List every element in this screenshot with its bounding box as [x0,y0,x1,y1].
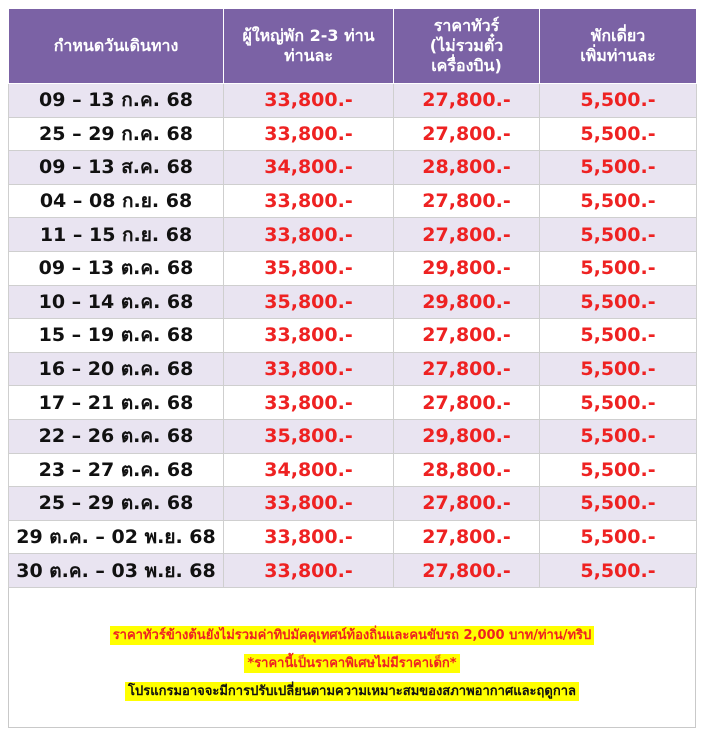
land-price-cell: 27,800.- [394,386,540,420]
table-row [9,319,697,353]
single-supplement-cell: 5,500.- [540,419,697,453]
travel-date-cell: 25 – 29 ก.ค. 68 [9,117,224,151]
travel-date-cell: 10 – 14 ต.ค. 68 [9,285,224,319]
table-row [9,151,697,185]
land-price-cell: 27,800.- [394,84,540,118]
adult-price-cell: 33,800.- [224,84,394,118]
single-supplement-cell: 5,500.- [540,184,697,218]
tour-price-table [8,8,697,588]
travel-date-cell: 09 – 13 ก.ค. 68 [9,84,224,118]
travel-date-cell: 04 – 08 ก.ย. 68 [9,184,224,218]
adult-price-cell: 33,800.- [224,117,394,151]
adult-price-cell: 35,800.- [224,251,394,285]
adult-price-cell: 33,800.- [224,184,394,218]
table-row [9,352,697,386]
tip-notice: ราคาทัวร์ข้างต้นยังไม่รวมค่าทิปมัคคุเทศน์ท้องถิ่นและคนขับรถ 2,000 บาท/ท่าน/ทริป [110,626,595,645]
single-supplement-cell: 5,500.- [540,151,697,185]
single-supplement-cell: 5,500.- [540,285,697,319]
price-table-body [9,84,697,588]
header-single-supplement: พักเดี่ยว เพิ่มท่านละ [540,9,697,84]
land-price-cell: 27,800.- [394,487,540,521]
adult-price-cell: 33,800.- [224,218,394,252]
single-supplement-cell: 5,500.- [540,117,697,151]
single-supplement-cell: 5,500.- [540,319,697,353]
land-price-cell: 27,800.- [394,520,540,554]
land-price-cell: 27,800.- [394,319,540,353]
adult-price-cell: 33,800.- [224,386,394,420]
travel-date-cell: 17 – 21 ต.ค. 68 [9,386,224,420]
table-row [9,386,697,420]
table-row [9,84,697,118]
land-price-cell: 27,800.- [394,117,540,151]
header-land-price: ราคาทัวร์ (ไม่รวมตั๋ว เครื่องบิน) [394,9,540,84]
travel-date-cell: 30 ต.ค. – 03 พ.ย. 68 [9,554,224,588]
travel-date-cell: 22 – 26 ต.ค. 68 [9,419,224,453]
program-change-notice: โปรแกรมอาจจะมีการปรับเปลี่ยนตามความเหมาะสมของสภาพอากาศและฤดูกาล [125,682,579,701]
adult-price-cell: 35,800.- [224,419,394,453]
land-price-cell: 29,800.- [394,285,540,319]
land-price-cell: 27,800.- [394,352,540,386]
adult-price-cell: 33,800.- [224,319,394,353]
land-price-cell: 29,800.- [394,251,540,285]
table-row [9,554,697,588]
single-supplement-cell: 5,500.- [540,487,697,521]
land-price-cell: 28,800.- [394,151,540,185]
single-supplement-cell: 5,500.- [540,520,697,554]
notes-section [8,620,696,704]
adult-price-cell: 35,800.- [224,285,394,319]
single-supplement-cell: 5,500.- [540,352,697,386]
table-row [9,218,697,252]
table-row [9,117,697,151]
table-row [9,285,697,319]
table-row [9,251,697,285]
land-price-cell: 28,800.- [394,453,540,487]
travel-date-cell: 16 – 20 ต.ค. 68 [9,352,224,386]
travel-date-cell: 11 – 15 ก.ย. 68 [9,218,224,252]
header-travel-dates: กำหนดวันเดินทาง [9,9,224,84]
single-supplement-cell: 5,500.- [540,251,697,285]
adult-price-cell: 33,800.- [224,352,394,386]
travel-date-cell: 29 ต.ค. – 02 พ.ย. 68 [9,520,224,554]
single-supplement-cell: 5,500.- [540,84,697,118]
table-header-row [9,9,697,84]
table-row [9,520,697,554]
special-price-notice: *ราคานี้เป็นราคาพิเศษไม่มีราคาเด็ก* [244,654,459,673]
adult-price-cell: 34,800.- [224,453,394,487]
adult-price-cell: 33,800.- [224,554,394,588]
single-supplement-cell: 5,500.- [540,453,697,487]
table-row [9,487,697,521]
travel-date-cell: 09 – 13 ส.ค. 68 [9,151,224,185]
adult-price-cell: 34,800.- [224,151,394,185]
table-row [9,419,697,453]
travel-date-cell: 09 – 13 ต.ค. 68 [9,251,224,285]
table-row [9,184,697,218]
adult-price-cell: 33,800.- [224,520,394,554]
travel-date-cell: 15 – 19 ต.ค. 68 [9,319,224,353]
travel-date-cell: 23 – 27 ต.ค. 68 [9,453,224,487]
adult-price-cell: 33,800.- [224,487,394,521]
table-row [9,453,697,487]
land-price-cell: 27,800.- [394,184,540,218]
travel-date-cell: 25 – 29 ต.ค. 68 [9,487,224,521]
header-adult-price: ผู้ใหญ่พัก 2-3 ท่าน ท่านละ [224,9,394,84]
single-supplement-cell: 5,500.- [540,554,697,588]
single-supplement-cell: 5,500.- [540,218,697,252]
land-price-cell: 27,800.- [394,554,540,588]
single-supplement-cell: 5,500.- [540,386,697,420]
land-price-cell: 29,800.- [394,419,540,453]
land-price-cell: 27,800.- [394,218,540,252]
